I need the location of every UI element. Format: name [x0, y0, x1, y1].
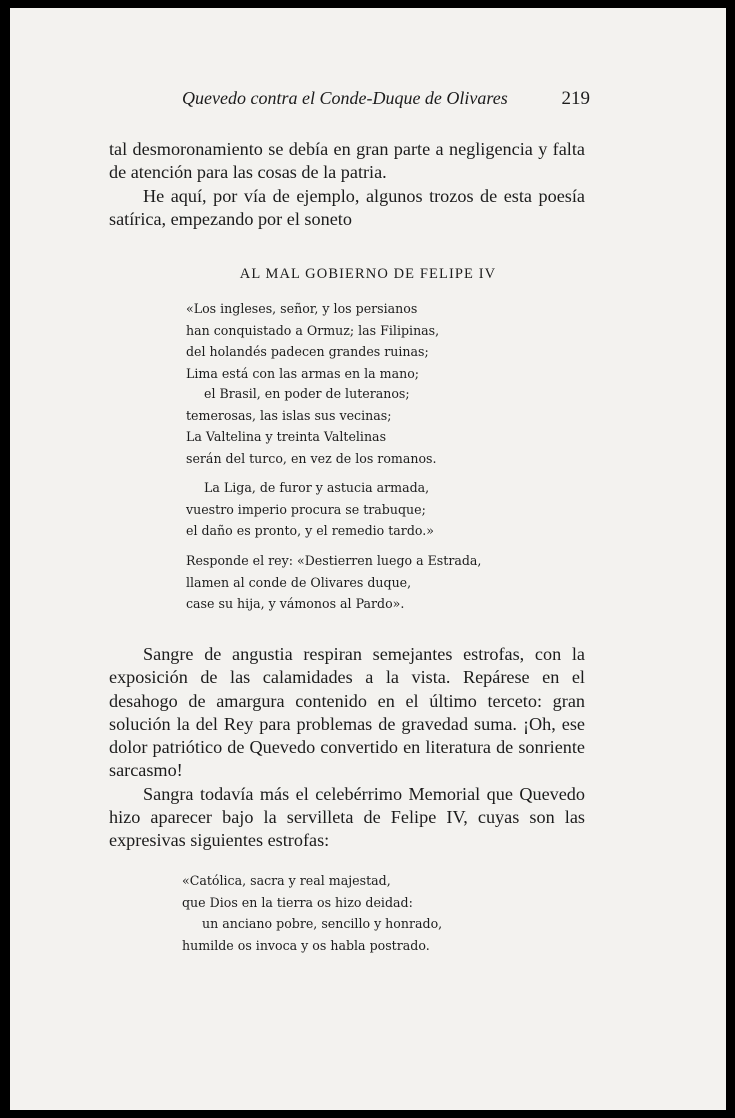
- verse-line: «Católica, sacra y real majestad,: [182, 873, 391, 888]
- commentary-text: [109, 643, 585, 853]
- verse-line: Responde el rey: «Destierren luego a Estrada,: [186, 553, 482, 568]
- intro-text: [109, 138, 585, 231]
- verse-line: vuestro imperio procura se trabuque;: [186, 501, 426, 517]
- verse-line: La Liga, de furor y astucia armada,: [204, 480, 430, 495]
- sonnet-stanza-2: [186, 383, 437, 469]
- verse-line: del holandés padecen grandes ruinas;: [186, 344, 429, 359]
- book-page: [10, 8, 726, 1110]
- verse-line: Lima está con las armas en la mano;: [186, 365, 420, 381]
- verse-line: el daño es pronto, y el remedio tardo.»: [186, 523, 434, 538]
- verse-line: temerosas, las islas sus vecinas;: [186, 407, 392, 423]
- sonnet-stanza-3: [186, 477, 434, 542]
- intro-paragraph-1: tal desmoronamiento se debía en gran parte a negligencia y falta de atención para las cosas de la patria.: [109, 139, 585, 183]
- verse-line: el Brasil, en poder de luteranos;: [204, 386, 410, 401]
- commentary-paragraph-2: Sangra todavía más el celebérrimo Memorial que Quevedo hizo aparecer bajo la servilleta de Felipe IV, cuyas son las expresivas siguientes estrofas:: [109, 783, 585, 851]
- verse-line: La Valtelina y treinta Valtelinas: [186, 429, 387, 444]
- verse-line: «Los ingleses, señor, y los persianos: [186, 301, 418, 316]
- verse-line: humilde os invoca y os habla postrado.: [182, 937, 430, 953]
- sonnet-stanza-1: [186, 298, 439, 384]
- running-title: Quevedo contra el Conde-Duque de Olivares: [182, 88, 508, 108]
- sonnet-title: AL MAL GOBIERNO DE FELIPE IV: [239, 266, 497, 282]
- verse-line: serán del turco, en vez de los romanos.: [186, 450, 437, 466]
- verse-line: llamen al conde de Olivares duque,: [186, 574, 412, 590]
- memorial-verses: [182, 870, 442, 956]
- verse-line: han conquistado a Ormuz; las Filipinas,: [186, 322, 440, 338]
- verse-line: case su hija, y vámonos al Pardo».: [186, 596, 405, 611]
- page-number: 219: [561, 88, 590, 109]
- page-header: [182, 88, 590, 112]
- sonnet-stanza-4: [186, 550, 481, 615]
- intro-paragraph-2: He aquí, por vía de ejemplo, algunos trozos de esta poesía satírica, empezando por el soneto: [109, 185, 585, 229]
- verse-line: un anciano pobre, sencillo y honrado,: [202, 916, 443, 931]
- commentary-paragraph-1: Sangre de angustia respiran semejantes estrofas, con la exposición de las calamidades a la vista. Repárese en el desahogo de amargura contenido en el último terceto: gran solución la del Rey para problemas de gravedad suma. ¡Oh, ese dolor patriótico de Quevedo convertido en literatura de sonriente sarcasmo!: [109, 644, 585, 781]
- verse-line: que Dios en la tierra os hizo deidad:: [182, 894, 413, 910]
